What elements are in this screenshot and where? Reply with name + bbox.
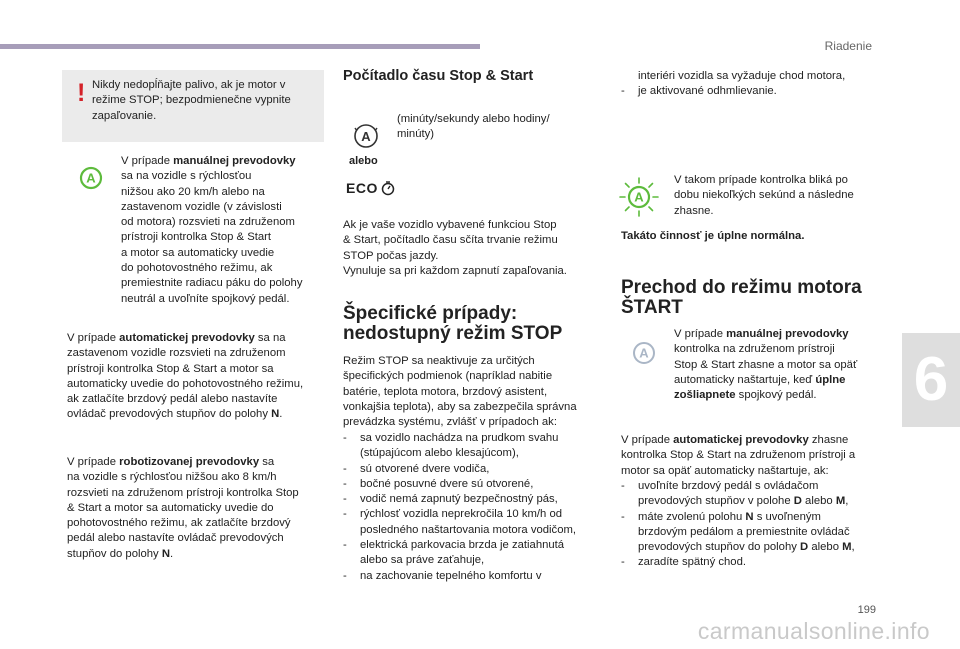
continued-text: interiéri vozidla sa vyžaduje chod motora,	[638, 70, 846, 82]
list-item: - na zachovanie tepelného komfortu v	[343, 569, 605, 584]
stop-start-a-grey-icon	[631, 341, 657, 365]
list-item: - elektrická parkovacia brzda je zatiahnutá alebo sa práve zaťahuje,	[343, 538, 605, 569]
eco-clock-icon	[380, 180, 396, 196]
warning-exclamation-icon: !	[77, 79, 86, 107]
start-mode-heading: Prechod do režimu motora ŠTART	[621, 277, 862, 318]
page-number: 199	[857, 604, 876, 616]
blinking-description: V takom prípade kontrolka bliká po dobu niekoľkých sekúnd a následne zhasne.	[674, 174, 854, 217]
start-automatic-list	[621, 479, 883, 571]
counter-units: (minúty/sekundy alebo hodiny/ minúty)	[397, 113, 550, 141]
watermark: carmanualsonline.info	[697, 618, 930, 644]
special-cases-heading: Špecifické prípady: nedostupný režim STOP	[343, 303, 563, 344]
list-item: - je aktivované odhmlievanie.	[621, 84, 881, 99]
stop-start-a-green-icon	[78, 166, 104, 190]
section-title: Riadenie	[824, 39, 872, 53]
warning-text: Nikdy nedopĺňajte palivo, ak je motor v režime STOP; bezpodmienečne vypnite zapaľovanie.	[92, 79, 291, 122]
counter-description: Ak je vaše vozidlo vybavené funkciou Stop & Start, počítadlo času sčíta trvanie režimu STOP počas jazdy. Vynuluje sa pri každom zapnutí zapaľovania.	[343, 219, 567, 277]
counter-heading: Počítadlo času Stop & Start	[343, 68, 534, 84]
header-accent-bar	[0, 44, 480, 49]
list-item: - sa vozidlo nachádza na prudkom svahu (stúpajúcom alebo klesajúcom),	[343, 431, 605, 462]
robotized-gearbox-paragraph: V prípade robotizovanej prevodovky sa na vozidle s rýchlosťou nižšou ako 8 km/h rozsvieti na združenom prístroji kontrolka Stop & Start a motor sa automaticky uvedie do pohotovostného režimu, ak zatlačíte brzdový pedál alebo nastavíte ovládač prevodových stupňov do polohy N.	[67, 456, 299, 560]
svg-text:A: A	[639, 345, 649, 361]
alebo-label: alebo	[349, 155, 378, 167]
list-item: - máte zvolenú polohu N s uvoľneným brzdovým pedálom a premiestnite ovládač prevodových stupňov do polohy D alebo M,	[621, 510, 883, 556]
continued-list	[621, 84, 881, 99]
list-item: - bočné posuvné dvere sú otvorené,	[343, 477, 605, 492]
start-automatic-paragraph: V prípade automatickej prevodovky zhasne kontrolka Stop & Start na združenom prístroji a motor sa opäť automaticky naštartuje, ak:	[621, 434, 856, 477]
list-item: - zaradíte spätný chod.	[621, 555, 883, 570]
chapter-number: 6	[913, 345, 949, 414]
svg-text:A: A	[634, 189, 644, 205]
chapter-tab	[902, 333, 960, 427]
list-item: - vodič nemá zapnutý bezpečnostný pás,	[343, 492, 605, 507]
list-item: - rýchlosť vozidla neprekročila 10 km/h od posledného naštartovania motora vodičom,	[343, 507, 605, 538]
warning-box	[62, 70, 324, 142]
manual-gearbox-paragraph: V prípade manuálnej prevodovky sa na vozidle s rýchlosťou nižšou ako 20 km/h alebo na zastavenom vozidle (v závislosti od motora) rozsvieti na združenom prístroji kontrolka Stop & Start a motor sa automaticky uvedie do pohotovostného režimu, ak premiestnite radiacu páku do polohy neutrál a uvoľníte spojkový pedál.	[121, 155, 303, 305]
automatic-gearbox-paragraph: V prípade automatickej prevodovky sa na zastavenom vozidle rozsvieti na združenom prístroji kontrolka Stop & Start a motor sa automaticky uvedie do pohotovostného režimu, ak zatlačíte brzdový pedál alebo nastavíte ovládač prevodových stupňov do polohy N.	[67, 332, 304, 421]
stop-start-blinking-icon	[618, 176, 660, 218]
svg-text:A: A	[361, 129, 371, 144]
svg-text:A: A	[86, 170, 96, 186]
list-item: - sú otvorené dvere vodiča,	[343, 462, 605, 477]
stop-start-a-outline-icon	[352, 122, 380, 150]
special-cases-intro: Režim STOP sa neaktivuje za určitých špecifických podmienok (napríklad nabitie batérie, teplota motora, brzdový asistent, vonkajšia teplota), aby sa zabezpečila správna prevádzka systému, zvlášť v prípadoch ak:	[343, 355, 577, 429]
eco-indicator-icon: ECO	[346, 180, 396, 196]
special-cases-list	[343, 431, 605, 584]
start-manual-paragraph: V prípade manuálnej prevodovky kontrolka na združenom prístroji Stop & Start zhasne a motor sa opäť automaticky naštartuje, keď úplne zošliapnete spojkový pedál.	[674, 328, 858, 402]
list-item: - uvoľníte brzdový pedál s ovládačom prevodových stupňov v polohe D alebo M,	[621, 479, 883, 510]
normal-operation-note: Takáto činnosť je úplne normálna.	[621, 230, 805, 242]
